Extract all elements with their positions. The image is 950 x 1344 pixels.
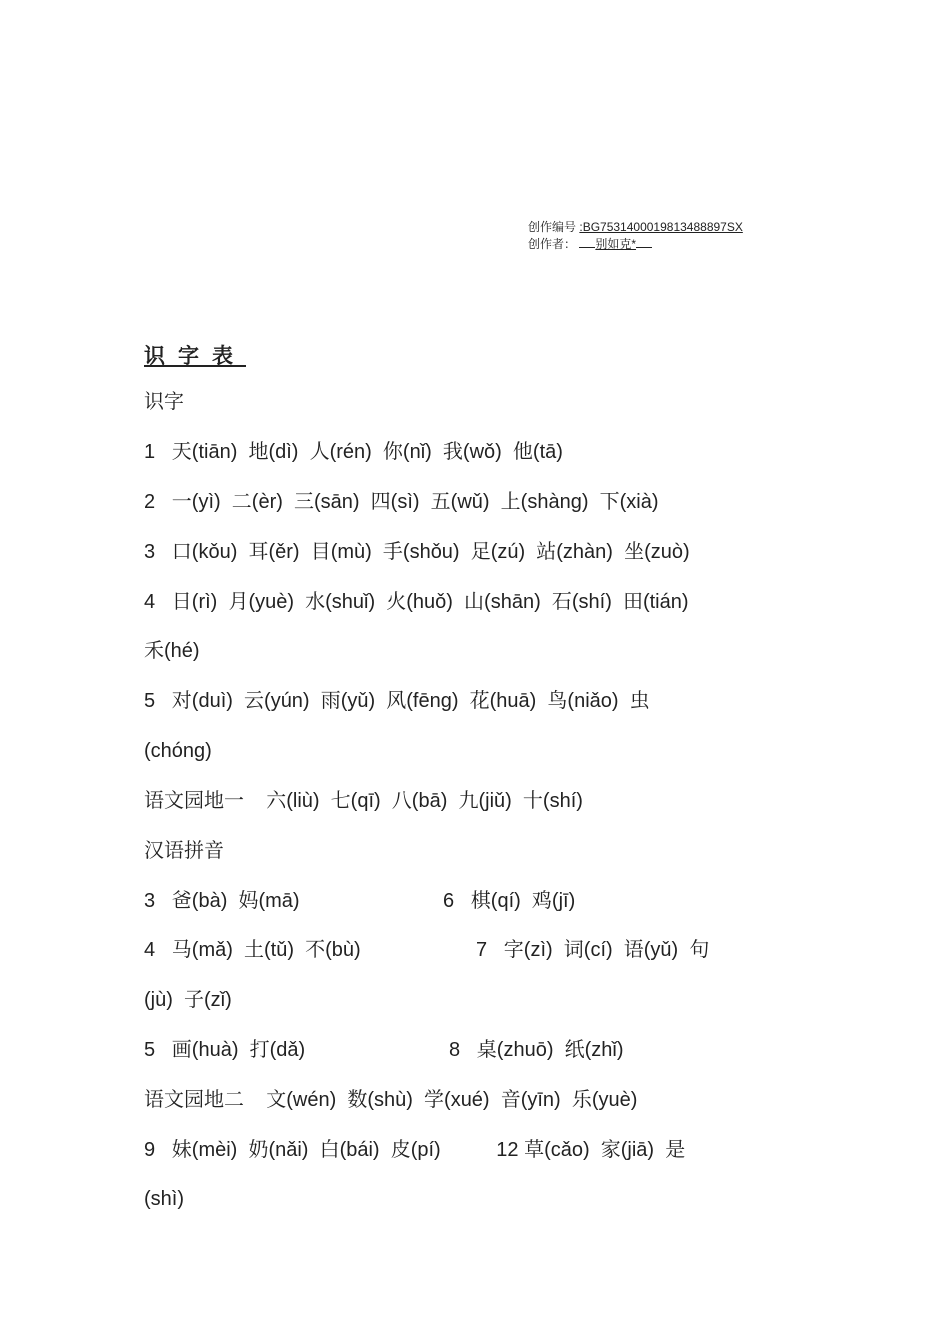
section-heading-shizi: 识字 [144,391,184,413]
page-title: 识字表 [144,345,246,368]
pinyin-row-right: 7 字(zì) 词(cí) 语(yǔ) 句 [476,939,710,961]
text-line: 4 日(rì) 月(yuè) 水(shuǐ) 火(huǒ) 山(shān) 石(shí) 田(tián) [144,591,689,613]
section-line-yuwen-1: 语文园地一 六(liù) 七(qī) 八(bā) 九(jiǔ) 十(shí) [144,790,583,812]
section-line-yuwen-2: 语文园地二 文(wén) 数(shù) 学(xué) 音(yīn) 乐(yuè) [144,1089,638,1111]
creation-code-label: 创作编号 [528,220,577,234]
document-meta [528,219,743,253]
pinyin-row-left: 3 爸(bà) 妈(mā) [144,890,300,912]
author-underline-pad-end [636,236,652,248]
text-line: 禾(hé) [144,640,200,662]
author-underline-pad [579,236,595,248]
author-value [579,237,652,251]
pinyin-row-right: 8 桌(zhuō) 纸(zhǐ) [449,1039,624,1061]
text-line: 5 对(duì) 云(yún) 雨(yǔ) 风(fēng) 花(huā) 鸟(niǎo) 虫 [144,690,650,712]
text-line: 2 一(yì) 二(èr) 三(sān) 四(sì) 五(wǔ) 上(shàng) 下(xià) [144,491,659,513]
creation-code-value: :BG7531400019813488897SX [579,220,743,234]
creation-code-row [528,219,743,236]
section-heading-pinyin: 汉语拼音 [144,840,224,862]
pinyin-row-left: (jù) 子(zǐ) [144,989,232,1011]
author-row [528,236,743,253]
pinyin-row-left: 4 马(mǎ) 土(tǔ) 不(bù) [144,939,361,961]
text-line: 1 天(tiān) 地(dì) 人(rén) 你(nǐ) 我(wǒ) 他(tā) [144,441,563,463]
text-line: (chóng) [144,740,212,762]
pinyin-row-right: 6 棋(qí) 鸡(jī) [443,890,576,912]
text-line: (shì) [144,1188,184,1210]
pinyin-row-left: 5 画(huà) 打(dǎ) [144,1039,306,1061]
text-line: 3 口(kǒu) 耳(ěr) 目(mù) 手(shǒu) 足(zú) 站(zhàn) 坐(zuò) [144,541,690,563]
author-label: 创作者： [528,237,577,251]
text-line: 9 妹(mèi) 奶(nǎi) 白(bái) 皮(pí) 12 草(cǎo) 家(jiā) 是 [144,1139,686,1161]
author-name: 别如克* [595,237,637,251]
